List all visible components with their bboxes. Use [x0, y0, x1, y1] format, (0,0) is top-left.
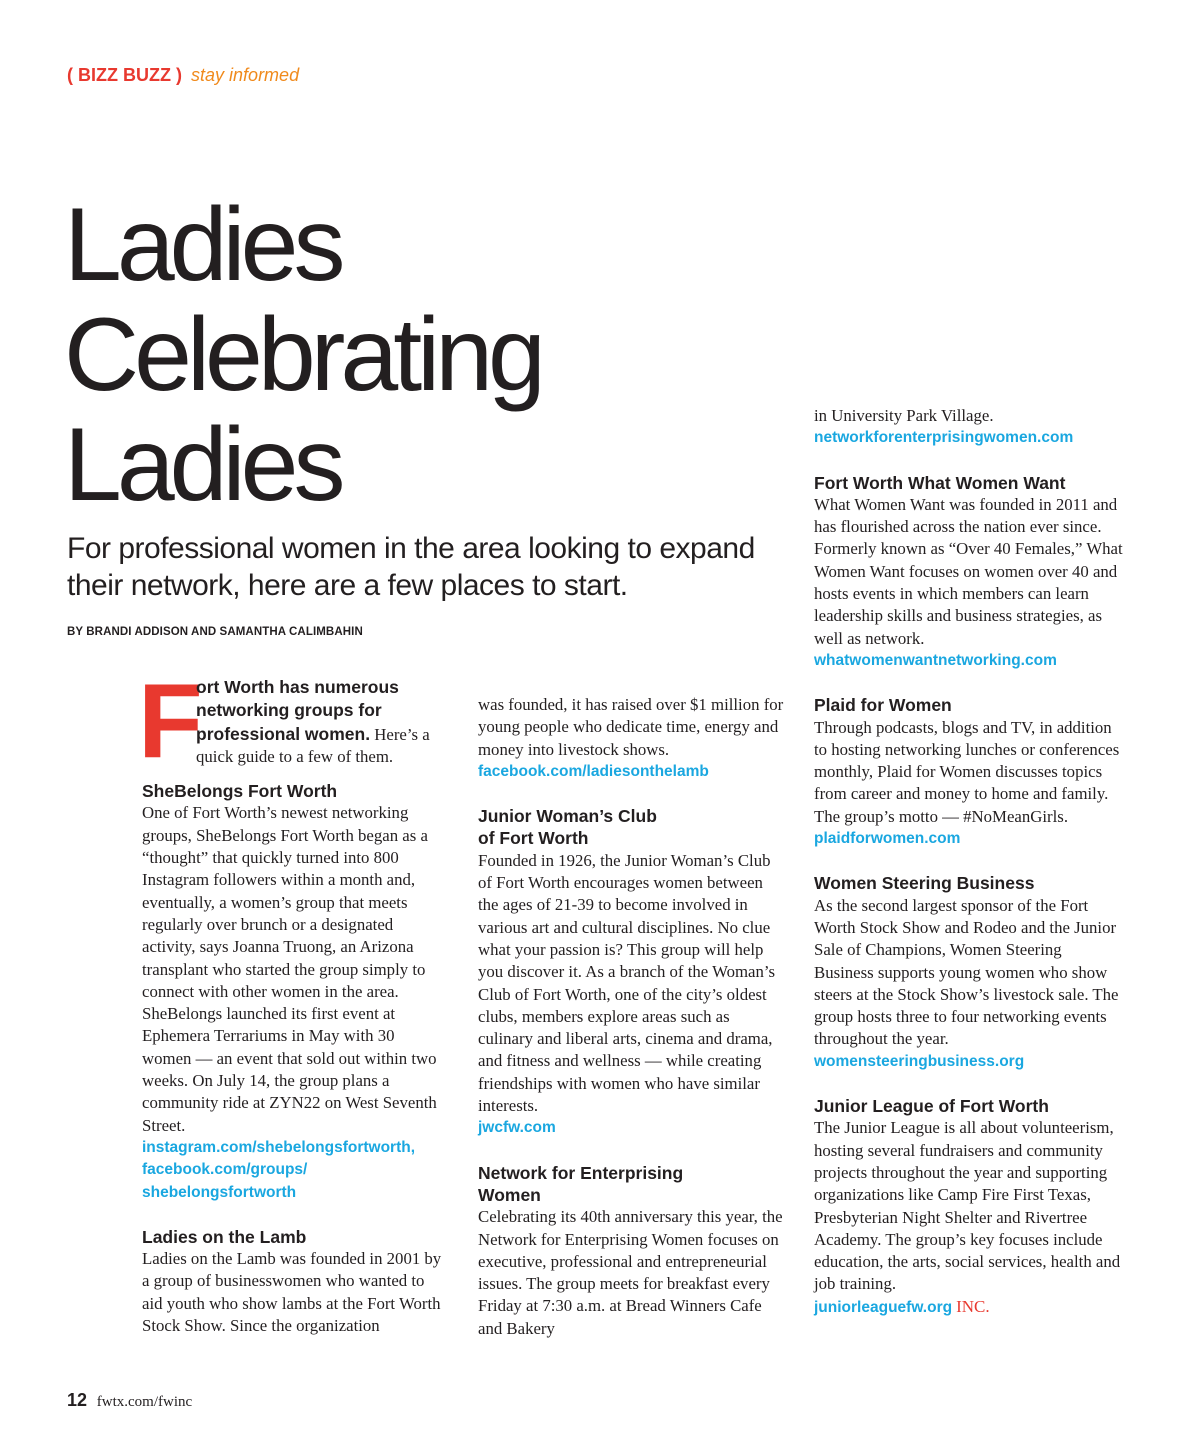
section-body: What Women Want was founded in 2011 and has flourished across the nation ever since. Formerly known as “Over 40 Females,” What Women Want focuses on women over 40 and hosts events in which members can learn leadership skills and business strategies, as well as network. [814, 494, 1123, 648]
headline-line: Celebrating [64, 297, 541, 413]
section-link[interactable]: womensteeringbusiness.org [814, 1052, 1025, 1070]
section-link[interactable]: instagram.com/shebelongsfortworth, [142, 1138, 416, 1156]
headline-line: Ladies [64, 187, 341, 303]
page-footer [67, 1390, 192, 1411]
section-heading: Women Steering Business [814, 873, 1035, 894]
section-body: Celebrating its 40th anniversary this year, the Network for Enterprising Women focuses on executive, professional and entrepreneurial issues. The group meets for breakfast every Friday at 7:30 a.m. at Bread Winners Cafe and Bakery [478, 1207, 783, 1338]
byline: BY BRANDI ADDISON AND SAMANTHA CALIMBAHIN [67, 626, 363, 638]
section-heading: Junior Woman’s Club [478, 806, 657, 827]
kicker-open-paren: ( [67, 65, 73, 85]
article-column-1 [138, 662, 448, 1337]
section-heading: Women [478, 1184, 541, 1205]
end-mark: INC. [956, 1296, 990, 1316]
section-heading: Plaid for Women [814, 695, 952, 716]
section-body: Founded in 1926, the Junior Woman’s Club of Fort Worth encourages women between the ages of 21-39 to become involved in various art and cultural disciplines. No clue what your passion is? This group will help you discover it. As a branch of the Woman’s Club of Fort Worth, one of the city’s oldest clubs, members explore areas such as culinary and liberal arts, cinema and drama, and fitness and wellness — while creating friendships with women who have similar interests. [478, 850, 776, 1116]
section-body-continued: was founded, it has raised over $1 million for young people who dedicate time, energy and money into livestock shows. [478, 695, 784, 759]
intro-rest: Here’s a quick guide to a few of them. [196, 724, 430, 766]
section-link[interactable]: shebelongsfortworth [142, 1183, 297, 1201]
section-body: One of Fort Worth’s newest networking groups, SheBelongs Fort Worth began as a “thought” that quickly turned into 800 Instagram followers within a month and, eventually, a women’s group that meets regularly over brunch or a designated activity, says Joanna Truong, an Arizona transplant who started the group simply to connect with other women in the area. SheBelongs launched its first event at Ephemera Terrariums in May with 30 women — an event that sold out within two weeks. On July 14, the group plans a community ride at ZYN22 on West Seventh Street. [142, 803, 437, 1135]
article-column-2 [478, 694, 784, 1340]
section-link[interactable]: whatwomenwantnetworking.com [814, 651, 1057, 669]
section-heading: SheBelongs Fort Worth [142, 781, 338, 802]
section-heading: Junior League of Fort Worth [814, 1096, 1049, 1117]
section-kicker [67, 64, 299, 86]
section-body: The Junior League is all about volunteerism, hosting several fundraisers and community projects throughout the year and supporting organizations like Camp Fire First Texas, Presbyterian Night Shelter and Rivertree Academy. The group’s key focuses include education, the arts, social services, health and job training. [814, 1118, 1121, 1294]
drop-cap: F [138, 662, 203, 780]
section-link[interactable]: facebook.com/groups/ [142, 1161, 308, 1179]
headline [64, 187, 624, 523]
section-heading: Network for Enterprising [478, 1162, 684, 1183]
section-link[interactable]: networkforenterprisingwomen.com [814, 429, 1074, 447]
section-link[interactable]: juniorleaguefw.org [814, 1298, 953, 1316]
section-body: As the second largest sponsor of the Fort Worth Stock Show and Rodeo and the Junior Sale of Champions, Women Steering Business supports young women who show steers at the Stock Show’s livestock sale. The group hosts three to four networking events throughout the year. [814, 895, 1119, 1049]
article-column-3 [814, 405, 1124, 1319]
section-body: Through podcasts, blogs and TV, in addition to hosting networking lunches or conferences monthly, Plaid for Women discusses topics from career and money to home and family. The group’s motto — #NoMeanGirls. [814, 717, 1120, 826]
section-link[interactable]: facebook.com/ladiesonthelamb [478, 762, 709, 780]
kicker-section-name: BIZZ BUZZ [78, 65, 171, 85]
headline-line: Ladies [64, 407, 341, 523]
section-heading: Ladies on the Lamb [142, 1226, 307, 1247]
kicker-tagline: stay informed [191, 65, 300, 85]
section-body: Ladies on the Lamb was founded in 2001 by a group of businesswomen who wanted to aid youth who show lambs at the Fort Worth Stock Show. Since the organization [142, 1249, 442, 1336]
section-heading: Fort Worth What Women Want [814, 472, 1066, 493]
intro-lead: ort Worth has numerous networking groups for professional women. [196, 677, 399, 744]
section-link[interactable]: plaidforwomen.com [814, 830, 961, 848]
deck-subtitle: For professional women in the area looking to expand their network, here are a few places to start. [67, 532, 755, 602]
intro-paragraph [138, 662, 448, 780]
final-link-line [814, 1296, 1124, 1319]
section-body-continued: in University Park Village. [814, 406, 994, 425]
footer-url: fwtx.com/fwinc [96, 1394, 193, 1410]
kicker-close-paren: ) [176, 65, 183, 85]
page-number: 12 [67, 1390, 88, 1410]
section-link[interactable]: jwcfw.com [478, 1119, 556, 1137]
section-heading: of Fort Worth [478, 828, 589, 849]
